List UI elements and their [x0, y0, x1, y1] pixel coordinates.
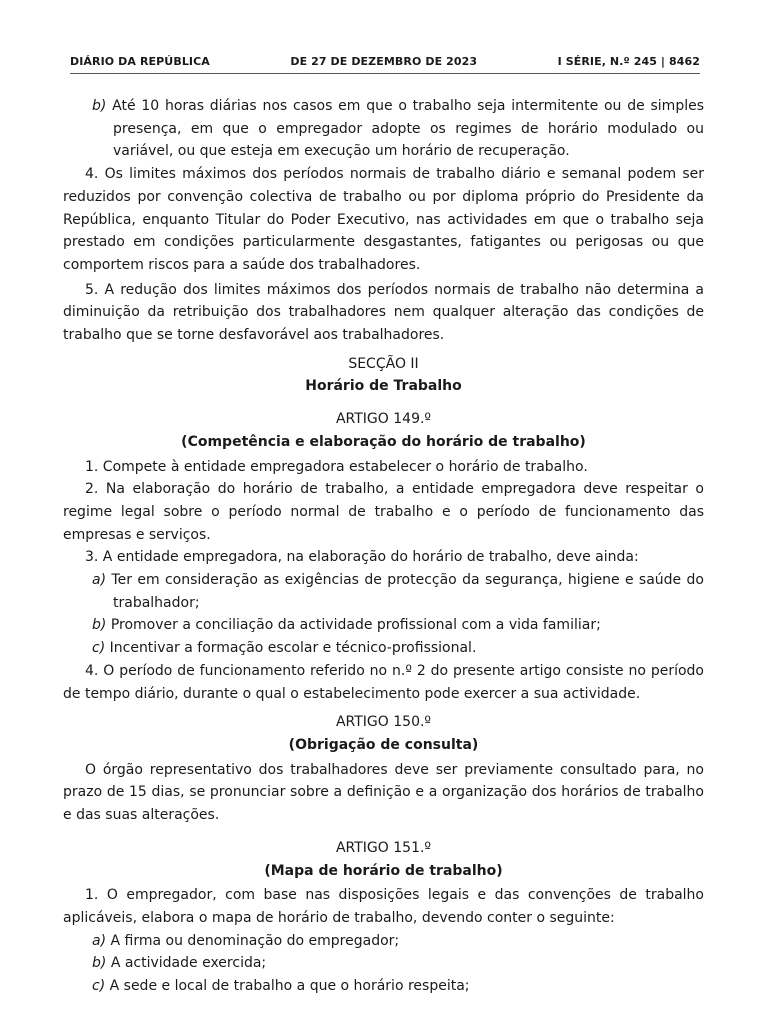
article-151-alinea-a	[63, 930, 704, 953]
article-151-title: (Mapa de horário de trabalho)	[264, 862, 503, 879]
alinea-letter: c)	[92, 978, 106, 995]
section-title: Horário de Trabalho	[305, 378, 462, 395]
alinea-text: Ter em consideração as exigências de protecção da segurança, higiene e saúde do trabalhador;	[111, 572, 704, 611]
publication-date: DE 27 DE DEZEMBRO DE 2023	[290, 54, 478, 68]
alinea-text: A firma ou denominação do empregador;	[110, 932, 400, 949]
article-149-paragraph-4: 4. O período de funcionamento referido no n.º 2 do presente artigo consiste no período de tempo diário, durante o qual o estabelecimento pode exercer a sua actividade.	[63, 662, 704, 702]
alinea-letter: b)	[92, 617, 107, 634]
alinea-text: A sede e local de trabalho a que o horário respeita;	[109, 978, 470, 995]
alinea-letter: b)	[92, 955, 107, 972]
alinea-b-top	[63, 95, 704, 163]
alinea-letter: a)	[92, 932, 107, 949]
series-page-number: I SÉRIE, N.º 245 | 8462	[557, 54, 700, 68]
header-divider	[70, 73, 700, 74]
article-150-title: (Obrigação de consulta)	[288, 736, 479, 753]
section-label: SECÇÃO II	[348, 355, 419, 372]
alinea-text: Até 10 horas diárias nos casos em que o trabalho seja intermitente ou de simples presença, em que o empregador adopte os regimes de horário modulado ou variável, ou que esteja em execução um horário de recuperação.	[112, 98, 704, 160]
page-header	[70, 52, 700, 70]
article-149-alinea-c	[63, 637, 704, 660]
article-150-label: ARTIGO 150.º	[335, 714, 432, 731]
article-150-paragraph-1: O órgão representativo dos trabalhadores deve ser previamente consultado para, no prazo de 15 dias, se pronunciar sobre a definição e a organização dos horários de trabalho e das suas alterações.	[63, 761, 704, 824]
article-149-alinea-a	[63, 569, 704, 614]
article-151-label: ARTIGO 151.º	[335, 839, 432, 856]
paragraph-5: 5. A redução dos limites máximos dos períodos normais de trabalho não determina a diminuição da retribuição dos trabalhadores nem qualquer alteração das condições de trabalho que se torne desfavorável aos trabalhadores.	[63, 281, 704, 344]
alinea-letter: b)	[92, 98, 107, 114]
article-149-label: ARTIGO 149.º	[335, 411, 432, 428]
article-149-paragraph-1: 1. Compete à entidade empregadora estabelecer o horário de trabalho.	[85, 458, 588, 475]
alinea-text: Incentivar a formação escolar e técnico-profissional.	[109, 640, 477, 657]
article-149-alinea-b	[63, 614, 704, 637]
alinea-letter: a)	[92, 572, 107, 589]
document-body	[63, 95, 704, 998]
article-151-paragraph-1: 1. O empregador, com base nas disposições legais e das convenções de trabalho aplicáveis, elabora o mapa de horário de trabalho, devendo conter o seguinte:	[63, 887, 704, 926]
article-149-paragraph-2: 2. Na elaboração do horário de trabalho, a entidade empregadora deve respeitar o regime legal sobre o período normal de trabalho e o período de funcionamento das empresas e serviços.	[63, 481, 704, 543]
article-149-paragraph-3: 3. A entidade empregadora, na elaboração do horário de trabalho, deve ainda:	[85, 549, 639, 566]
article-151-alinea-b	[63, 952, 704, 975]
publication-name: DIÁRIO DA REPÚBLICA	[70, 54, 210, 68]
article-151-alinea-c	[63, 975, 704, 998]
alinea-text: Promover a conciliação da actividade profissional com a vida familiar;	[110, 617, 601, 634]
article-149-title: (Competência e elaboração do horário de trabalho)	[181, 433, 586, 450]
alinea-text: A actividade exercida;	[110, 955, 267, 972]
paragraph-4: 4. Os limites máximos dos períodos normais de trabalho diário e semanal podem ser reduzidos por convenção colectiva de trabalho ou por diploma próprio do Presidente da República, enquanto Titular do Poder Executivo, nas actividades em que o trabalho seja prestado em condições particularmente desgastantes, fatigantes ou perigosas ou que comportem riscos para a saúde dos trabalhadores.	[63, 166, 704, 273]
alinea-letter: c)	[92, 640, 106, 657]
